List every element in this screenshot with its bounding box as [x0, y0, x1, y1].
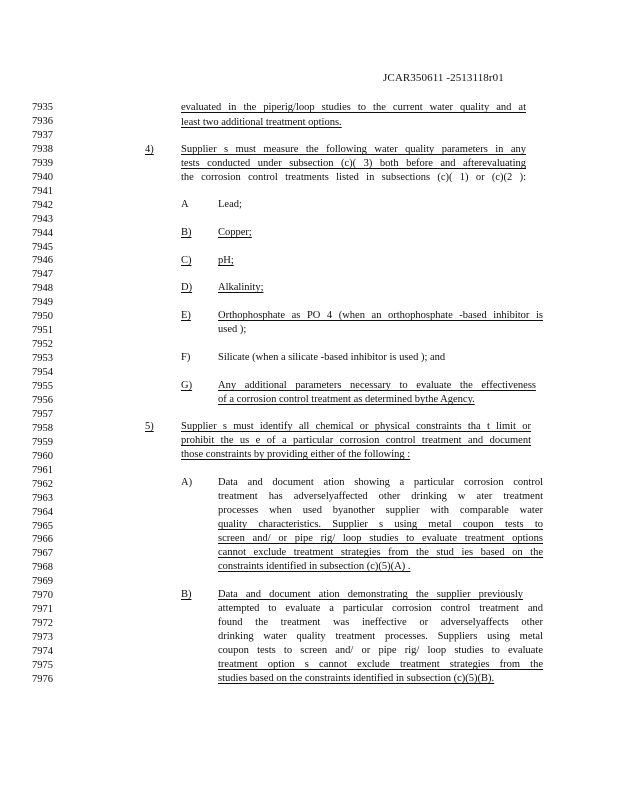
line-number: 7954 [32, 367, 53, 379]
document-header: JCAR350611 -2513118r01 [383, 72, 504, 84]
sub-b-line: coupon tests to screen and/ or pipe rig/ loop studies to evaluate [218, 645, 543, 656]
line-number: 7953 [32, 353, 53, 365]
line-number: 7970 [32, 590, 53, 602]
intro-line-2: least two additional treatment options. [181, 117, 342, 128]
line-number: 7946 [32, 255, 53, 267]
item-5-number: 5) [145, 421, 154, 432]
line-number: 7965 [32, 520, 53, 532]
sub-b-line: drinking water quality treatment processes. Suppliers using metal [218, 631, 543, 642]
line-number: 7972 [32, 618, 53, 630]
line-number: 7964 [32, 506, 53, 518]
sub-b-line: attempted to evaluate a particular corrosion control treatment and [218, 603, 543, 614]
subitem-label: B) [181, 227, 192, 238]
line-number: 7937 [32, 129, 53, 141]
item-5-line-1: Supplier s must identify all chemical or physical constraints tha t limit or [181, 421, 531, 432]
sub-a-line: constraints identified in subsection (c)(5)(A) . [218, 561, 411, 572]
line-number: 7942 [32, 199, 53, 211]
line-number: 7951 [32, 325, 53, 337]
line-number: 7959 [32, 436, 53, 448]
subitem-label: C) [181, 255, 192, 266]
line-number: 7960 [32, 450, 53, 462]
line-number: 7947 [32, 269, 53, 281]
line-number: 7968 [32, 562, 53, 574]
sub-a-line: screen and/ or pipe rig/ loop studies to evaluate treatment options [218, 533, 543, 544]
item-4-line-3: the corrosion control treatments listed in subsections (c)( 1) or (c)(2 ): [181, 172, 526, 183]
line-number: 7952 [32, 339, 53, 351]
subitem-label: D) [181, 282, 193, 293]
line-number: 7963 [32, 492, 53, 504]
subitem-label: A) [181, 477, 193, 488]
subitem-text-cont: used ); [218, 324, 247, 335]
line-number: 7936 [32, 115, 53, 127]
subitem-label: G) [181, 380, 193, 391]
line-number: 7948 [32, 283, 53, 295]
line-number: 7971 [32, 604, 53, 616]
line-number: 7966 [32, 534, 53, 546]
subitem-text: pH; [218, 255, 234, 266]
subitem-label: F) [181, 352, 191, 363]
sub-a-line: Data and document ation showing a particular corrosion control [218, 477, 543, 488]
line-number: 7943 [32, 213, 53, 225]
sub-a-line: quality characteristics. Supplier s using metal coupon tests to [218, 519, 543, 530]
subitem-text: Orthophosphate as PO 4 (when an orthophosphate -based inhibitor is [218, 310, 543, 321]
line-number: 7969 [32, 576, 53, 588]
subitem-text: Silicate (when a silicate -based inhibitor is used ); and [218, 352, 446, 363]
line-number: 7958 [32, 422, 53, 434]
line-number: 7961 [32, 464, 53, 476]
line-number: 7955 [32, 381, 53, 392]
line-number: 7935 [32, 102, 53, 113]
subitem-label: E) [181, 310, 191, 321]
line-number: 7950 [32, 311, 53, 323]
item-4-line-2: tests conducted under subsection (c)( 3) both before and afterevaluating [181, 158, 526, 169]
line-number: 7945 [32, 241, 53, 253]
line-number: 7949 [32, 297, 53, 309]
line-number: 7939 [32, 157, 53, 169]
line-number: 7956 [32, 394, 53, 406]
sub-b-line: found the treatment was ineffective or adverselyaffects other [218, 617, 543, 628]
line-number: 7975 [32, 660, 53, 671]
sub-b-line: treatment option s cannot exclude treatment strategies from the [218, 659, 543, 670]
item-4-line-1: Supplier s must measure the following water quality parameters in any [181, 144, 526, 155]
subitem-text-cont: of a corrosion control treatment as determined bythe Agency. [218, 394, 475, 405]
sub-a-line: cannot exclude treatment strategies from the stud ies based on the [218, 547, 543, 558]
line-number: 7973 [32, 632, 53, 644]
line-number: 7976 [32, 673, 53, 685]
intro-line-1: evaluated in the piperig/loop studies to the current water quality and at [181, 102, 526, 113]
line-number: 7967 [32, 548, 53, 560]
line-number: 7940 [32, 171, 53, 183]
sub-a-line: treatment has adverselyaffected other drinking w ater treatment [218, 491, 543, 502]
subitem-text: Copper; [218, 227, 252, 238]
subitem-label: A [181, 199, 189, 210]
item-4-number: 4) [145, 144, 154, 155]
subitem-text: Any additional parameters necessary to evaluate the effectiveness [218, 380, 536, 391]
item-5-line-2: prohibit the us e of a particular corrosion control treatment and document [181, 435, 531, 446]
line-number: 7957 [32, 408, 53, 420]
item-5-line-3: those constraints by providing either of the following : [181, 449, 411, 460]
line-number: 7974 [32, 646, 53, 658]
line-number: 7941 [32, 185, 53, 197]
subitem-text: Lead; [218, 199, 242, 210]
sub-b-line: Data and document ation demonstrating the supplier previously [218, 589, 523, 600]
subitem-label: B) [181, 589, 192, 600]
line-number: 7944 [32, 227, 53, 239]
line-number: 7938 [32, 143, 53, 155]
sub-a-line: processes when used byanother supplier with comparable water [218, 505, 543, 516]
subitem-text: Alkalinity; [218, 282, 264, 293]
sub-b-line: studies based on the constraints identified in subsection (c)(5)(B). [218, 673, 495, 684]
line-number: 7962 [32, 478, 53, 490]
